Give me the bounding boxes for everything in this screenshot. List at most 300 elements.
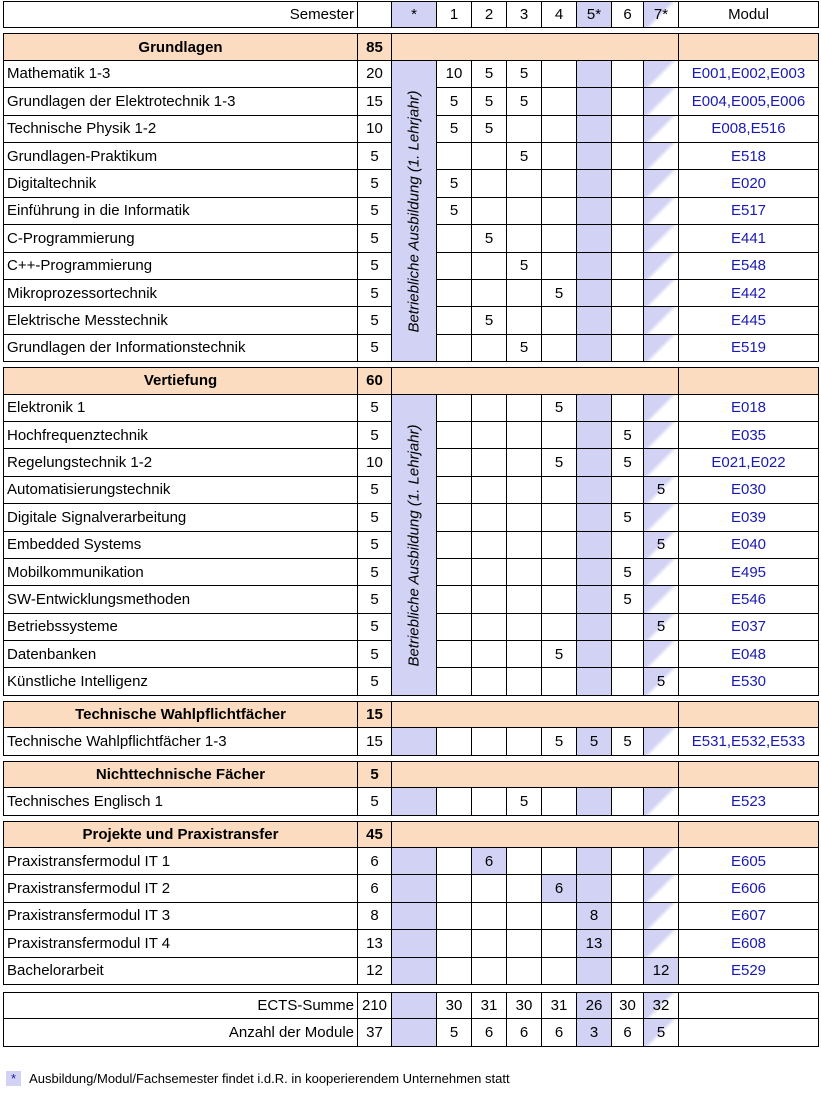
semester-header: Semester	[3, 1, 358, 28]
semester-2-cell	[472, 280, 507, 307]
semester-2-cell	[472, 532, 507, 559]
module-ects: 5	[358, 614, 392, 641]
module-name: Automatisierungstechnik	[3, 477, 358, 504]
module-code-link[interactable]: E517	[679, 198, 819, 225]
semester-3-cell	[507, 225, 542, 252]
semester-2-cell	[472, 143, 507, 170]
semester-3-cell: 5	[507, 88, 542, 115]
semester-5-cell	[577, 422, 612, 449]
semester-col-header: 2	[472, 1, 507, 28]
semester-2-cell	[472, 395, 507, 422]
semester-4-cell	[542, 614, 577, 641]
semester-4-cell	[542, 958, 577, 985]
ects-sum-value: 30	[612, 992, 644, 1019]
semester-4-cell	[542, 88, 577, 115]
semester-7-cell	[644, 225, 679, 252]
praxis-star-cell	[392, 668, 437, 695]
semester-5-cell	[577, 668, 612, 695]
praxis-star-cell	[392, 198, 437, 225]
semester-3-cell	[507, 170, 542, 197]
semester-4-cell	[542, 335, 577, 362]
semester-3-cell	[507, 668, 542, 695]
module-ects: 5	[358, 477, 392, 504]
semester-5-cell	[577, 875, 612, 902]
semester-7-cell	[644, 875, 679, 902]
semester-5-cell	[577, 280, 612, 307]
semester-3-cell	[507, 280, 542, 307]
semester-7-cell: 5	[644, 477, 679, 504]
section-4	[3, 821, 819, 985]
module-ects: 5	[358, 586, 392, 613]
semester-7-cell	[644, 280, 679, 307]
header-row	[3, 1, 819, 28]
semester-3-cell	[507, 307, 542, 334]
semester-3-cell	[507, 559, 542, 586]
module-ects: 15	[358, 88, 392, 115]
semester-3-cell	[507, 614, 542, 641]
section-ects: 5	[358, 761, 392, 788]
semester-3-cell: 5	[507, 253, 542, 280]
semester-5-cell	[577, 504, 612, 531]
module-code-link[interactable]: E037	[679, 614, 819, 641]
module-code-link[interactable]: E523	[679, 788, 819, 815]
semester-3-cell	[507, 395, 542, 422]
semester-6-cell	[612, 641, 644, 668]
semester-col-header: 4	[542, 1, 577, 28]
semester-3-cell	[507, 930, 542, 957]
semester-4-cell	[542, 848, 577, 875]
module-name: Hochfrequenztechnik	[3, 422, 358, 449]
module-count-value: 5	[644, 1019, 679, 1046]
semester-1-cell	[437, 395, 472, 422]
section-3	[3, 761, 819, 816]
semester-6-cell: 5	[612, 559, 644, 586]
semester-7-cell	[644, 198, 679, 225]
footnote-text: Ausbildung/Modul/Fachsemester findet i.d.R. in kooperierendem Unternehmen statt	[29, 1071, 510, 1086]
semester-7-cell	[644, 641, 679, 668]
module-code-link[interactable]: E001,E002,E003	[679, 61, 819, 88]
section-fill	[392, 367, 679, 394]
semester-2-cell	[472, 170, 507, 197]
footnote	[6, 1071, 510, 1086]
semester-3-cell	[507, 422, 542, 449]
praxis-star-cell	[392, 449, 437, 476]
semester-3-cell	[507, 532, 542, 559]
module-count-value: 6	[507, 1019, 542, 1046]
semester-7-cell	[644, 848, 679, 875]
semester-5-cell	[577, 848, 612, 875]
semester-5-cell	[577, 449, 612, 476]
semester-2-cell	[472, 586, 507, 613]
module-name: Datenbanken	[3, 641, 358, 668]
semester-5-cell	[577, 532, 612, 559]
semester-4-cell: 5	[542, 449, 577, 476]
semester-5-cell	[577, 477, 612, 504]
semester-7-cell	[644, 504, 679, 531]
module-code-link[interactable]: E607	[679, 903, 819, 930]
semester-4-cell	[542, 307, 577, 334]
module-ects: 5	[358, 395, 392, 422]
module-name: Digitaltechnik	[3, 170, 358, 197]
semester-3-cell: 5	[507, 335, 542, 362]
module-code-link[interactable]: E495	[679, 559, 819, 586]
module-ects: 8	[358, 903, 392, 930]
praxis-star-cell	[392, 559, 437, 586]
semester-4-cell	[542, 668, 577, 695]
praxis-star-cell	[392, 788, 437, 815]
semester-2-cell	[472, 875, 507, 902]
semester-4-cell: 5	[542, 641, 577, 668]
module-count-value: 6	[472, 1019, 507, 1046]
module-code-link[interactable]: E531,E532,E533	[679, 728, 819, 755]
semester-5-cell	[577, 253, 612, 280]
module-name: Grundlagen-Praktikum	[3, 143, 358, 170]
section-title: Grundlagen	[3, 33, 358, 60]
semester-1-cell	[437, 422, 472, 449]
semester-3-cell	[507, 903, 542, 930]
module-count-value: 6	[612, 1019, 644, 1046]
semester-7-cell	[644, 61, 679, 88]
module-count-modul-blank	[679, 1019, 819, 1046]
semester-5-cell	[577, 116, 612, 143]
module-code-link[interactable]: E020	[679, 170, 819, 197]
semester-6-cell	[612, 668, 644, 695]
module-name: Mobilkommunikation	[3, 559, 358, 586]
semester-4-cell	[542, 930, 577, 957]
module-code-link[interactable]: E519	[679, 335, 819, 362]
module-name: Elektronik 1	[3, 395, 358, 422]
ects-sum-value: 30	[437, 992, 472, 1019]
ects-sum-value: 30	[507, 992, 542, 1019]
module-code-link[interactable]: E030	[679, 477, 819, 504]
module-ects: 20	[358, 61, 392, 88]
module-count-label: Anzahl der Module	[3, 1019, 358, 1046]
semester-1-cell	[437, 449, 472, 476]
semester-6-cell	[612, 225, 644, 252]
module-count-total: 37	[358, 1019, 392, 1046]
semester-6-cell	[612, 903, 644, 930]
praxis-star-cell	[392, 641, 437, 668]
module-code-link[interactable]: E442	[679, 280, 819, 307]
semester-5-cell: 13	[577, 930, 612, 957]
module-ects: 5	[358, 504, 392, 531]
semester-3-cell	[507, 728, 542, 755]
semester-1-cell: 5	[437, 88, 472, 115]
module-ects: 5	[358, 641, 392, 668]
module-name: Digitale Signalverarbeitung	[3, 504, 358, 531]
semester-3-cell	[507, 504, 542, 531]
semester-3-cell	[507, 116, 542, 143]
semester-5-cell	[577, 788, 612, 815]
semester-5-cell	[577, 143, 612, 170]
module-ects: 10	[358, 116, 392, 143]
module-ects: 5	[358, 422, 392, 449]
semester-col-header: 7*	[644, 1, 679, 28]
praxis-star-cell	[392, 422, 437, 449]
semester-6-cell	[612, 61, 644, 88]
semester-6-cell	[612, 875, 644, 902]
semester-1-cell: 10	[437, 61, 472, 88]
module-name: Embedded Systems	[3, 532, 358, 559]
vertical-training-text: Betriebliche Ausbildung (1. Lehrjahr)	[406, 90, 423, 333]
module-ects: 5	[358, 559, 392, 586]
semester-4-cell	[542, 422, 577, 449]
semester-5-cell	[577, 641, 612, 668]
semester-2-cell	[472, 958, 507, 985]
semester-4-cell: 5	[542, 728, 577, 755]
semester-1-cell	[437, 728, 472, 755]
semester-5-cell: 5	[577, 728, 612, 755]
semester-1-cell	[437, 930, 472, 957]
module-name: Praxistransfermodul IT 1	[3, 848, 358, 875]
section-title: Nichttechnische Fächer	[3, 761, 358, 788]
semester-4-cell	[542, 903, 577, 930]
praxis-star-cell	[392, 614, 437, 641]
module-code-link[interactable]: E518	[679, 143, 819, 170]
semester-2-cell: 5	[472, 307, 507, 334]
semester-3-cell: 5	[507, 143, 542, 170]
semester-2-cell	[472, 788, 507, 815]
module-code-link[interactable]: E445	[679, 307, 819, 334]
semester-2-cell: 5	[472, 61, 507, 88]
semester-1-cell	[437, 280, 472, 307]
semester-col-header: 1	[437, 1, 472, 28]
semester-1-cell	[437, 307, 472, 334]
module-name: Regelungstechnik 1-2	[3, 449, 358, 476]
section-fill	[392, 761, 679, 788]
module-name: Grundlagen der Elektrotechnik 1-3	[3, 88, 358, 115]
module-code-link[interactable]: E548	[679, 253, 819, 280]
module-code-link[interactable]: E608	[679, 930, 819, 957]
module-name: Technische Physik 1-2	[3, 116, 358, 143]
module-code-link[interactable]: E606	[679, 875, 819, 902]
ects-sum-star	[392, 992, 437, 1019]
semester-5-cell	[577, 307, 612, 334]
semester-5-cell	[577, 225, 612, 252]
module-ects: 5	[358, 788, 392, 815]
semester-5-cell	[577, 335, 612, 362]
module-ects: 5	[358, 532, 392, 559]
praxis-star-cell	[392, 504, 437, 531]
module-name: Grundlagen der Informationstechnik	[3, 335, 358, 362]
semester-2-cell: 5	[472, 225, 507, 252]
semester-6-cell	[612, 958, 644, 985]
praxis-star-cell	[392, 280, 437, 307]
module-name: Künstliche Intelligenz	[3, 668, 358, 695]
section-fill	[392, 701, 679, 728]
semester-3-cell	[507, 449, 542, 476]
semester-col-header: 3	[507, 1, 542, 28]
semester-3-cell	[507, 198, 542, 225]
semester-3-cell: 5	[507, 788, 542, 815]
module-ects: 15	[358, 728, 392, 755]
semester-7-cell	[644, 559, 679, 586]
semester-2-cell	[472, 253, 507, 280]
semester-6-cell	[612, 788, 644, 815]
semester-4-cell	[542, 143, 577, 170]
semester-1-cell	[437, 586, 472, 613]
semester-1-cell	[437, 477, 472, 504]
semester-2-cell	[472, 559, 507, 586]
module-name: Einführung in die Informatik	[3, 198, 358, 225]
semester-7-cell	[644, 788, 679, 815]
module-ects: 5	[358, 668, 392, 695]
semester-4-cell: 5	[542, 395, 577, 422]
semester-5-cell: 8	[577, 903, 612, 930]
semester-7-cell: 5	[644, 668, 679, 695]
semester-3-cell: 5	[507, 61, 542, 88]
semester-4-cell	[542, 504, 577, 531]
semester-6-cell	[612, 88, 644, 115]
module-count-value: 6	[542, 1019, 577, 1046]
semester-7-cell	[644, 335, 679, 362]
module-name: Technisches Englisch 1	[3, 788, 358, 815]
semester-3-cell	[507, 477, 542, 504]
module-code-link[interactable]: E529	[679, 958, 819, 985]
modul-header: Modul	[679, 1, 819, 28]
section-1	[3, 367, 819, 696]
semester-7-cell	[644, 728, 679, 755]
semester-1-cell	[437, 614, 472, 641]
module-count-value: 3	[577, 1019, 612, 1046]
semester-6-cell	[612, 395, 644, 422]
semester-6-cell	[612, 532, 644, 559]
section-modul-fill	[679, 33, 819, 60]
semester-2-cell: 5	[472, 88, 507, 115]
semester-6-cell: 5	[612, 504, 644, 531]
ects-sum-label: ECTS-Summe	[3, 992, 358, 1019]
footer-rows	[3, 992, 819, 1047]
module-name: Praxistransfermodul IT 4	[3, 930, 358, 957]
semester-6-cell	[612, 930, 644, 957]
module-code-link[interactable]: E040	[679, 532, 819, 559]
footnote-star: *	[6, 1071, 21, 1086]
module-name: C-Programmierung	[3, 225, 358, 252]
semester-2-cell	[472, 728, 507, 755]
module-ects: 5	[358, 335, 392, 362]
module-code-link[interactable]: E021,E022	[679, 449, 819, 476]
praxis-star-cell	[392, 307, 437, 334]
semester-5-cell	[577, 395, 612, 422]
section-ects: 85	[358, 33, 392, 60]
module-ects: 13	[358, 930, 392, 957]
ects-sum-value: 31	[542, 992, 577, 1019]
semester-2-cell	[472, 614, 507, 641]
semester-1-cell	[437, 225, 472, 252]
module-count-value: 5	[437, 1019, 472, 1046]
semester-2-cell	[472, 504, 507, 531]
module-ects: 5	[358, 253, 392, 280]
praxis-star-cell	[392, 225, 437, 252]
ects-header-blank	[358, 1, 392, 28]
module-code-link[interactable]: E441	[679, 225, 819, 252]
semester-2-cell	[472, 477, 507, 504]
praxis-star-cell	[392, 875, 437, 902]
semester-4-cell	[542, 225, 577, 252]
semester-4-cell	[542, 559, 577, 586]
module-name: Technische Wahlpflichtfächer 1-3	[3, 728, 358, 755]
praxis-star-cell	[392, 532, 437, 559]
section-fill	[392, 33, 679, 60]
praxis-star-cell	[392, 116, 437, 143]
semester-6-cell	[612, 848, 644, 875]
module-name: Mikroprozessortechnik	[3, 280, 358, 307]
semester-5-cell	[577, 88, 612, 115]
module-code-link[interactable]: E018	[679, 395, 819, 422]
module-ects: 5	[358, 280, 392, 307]
section-ects: 60	[358, 367, 392, 394]
semester-6-cell	[612, 198, 644, 225]
module-code-link[interactable]: E048	[679, 641, 819, 668]
ects-sum-value: 31	[472, 992, 507, 1019]
section-fill	[392, 821, 679, 848]
semester-2-cell	[472, 198, 507, 225]
module-code-link[interactable]: E605	[679, 848, 819, 875]
semester-2-cell	[472, 335, 507, 362]
semester-3-cell	[507, 958, 542, 985]
praxis-star-cell	[392, 335, 437, 362]
semester-4-cell	[542, 61, 577, 88]
semester-1-cell: 5	[437, 198, 472, 225]
semester-1-cell	[437, 875, 472, 902]
module-code-link[interactable]: E008,E516	[679, 116, 819, 143]
semester-7-cell	[644, 253, 679, 280]
semester-7-cell	[644, 586, 679, 613]
praxis-star-cell	[392, 903, 437, 930]
semester-6-cell	[612, 116, 644, 143]
module-ects: 5	[358, 170, 392, 197]
semester-7-cell	[644, 116, 679, 143]
semester-4-cell	[542, 170, 577, 197]
semester-7-cell: 5	[644, 532, 679, 559]
semester-6-cell	[612, 170, 644, 197]
praxis-star-cell	[392, 477, 437, 504]
module-code-link[interactable]: E004,E005,E006	[679, 88, 819, 115]
praxis-star-cell	[392, 930, 437, 957]
module-name: Bachelorarbeit	[3, 958, 358, 985]
module-ects: 10	[358, 449, 392, 476]
semester-1-cell	[437, 335, 472, 362]
section-2	[3, 701, 819, 756]
semester-3-cell	[507, 875, 542, 902]
module-code-link[interactable]: E039	[679, 504, 819, 531]
module-ects: 5	[358, 143, 392, 170]
module-code-link[interactable]: E035	[679, 422, 819, 449]
praxis-star-cell	[392, 61, 437, 88]
semester-5-cell	[577, 586, 612, 613]
semester-6-cell	[612, 143, 644, 170]
semester-3-cell	[507, 848, 542, 875]
semester-4-cell	[542, 477, 577, 504]
semester-7-cell	[644, 143, 679, 170]
section-ects: 15	[358, 701, 392, 728]
semester-1-cell	[437, 903, 472, 930]
module-name: Mathematik 1-3	[3, 61, 358, 88]
ects-sum-value: 26	[577, 992, 612, 1019]
module-count-star	[392, 1019, 437, 1046]
module-ects: 6	[358, 848, 392, 875]
semester-6-cell: 5	[612, 586, 644, 613]
praxis-star-cell	[392, 586, 437, 613]
semester-4-cell	[542, 788, 577, 815]
semester-4-cell	[542, 116, 577, 143]
module-code-link[interactable]: E530	[679, 668, 819, 695]
semester-2-cell	[472, 641, 507, 668]
semester-7-cell	[644, 307, 679, 334]
semester-col-header: 6	[612, 1, 644, 28]
module-code-link[interactable]: E546	[679, 586, 819, 613]
semester-4-cell: 5	[542, 280, 577, 307]
